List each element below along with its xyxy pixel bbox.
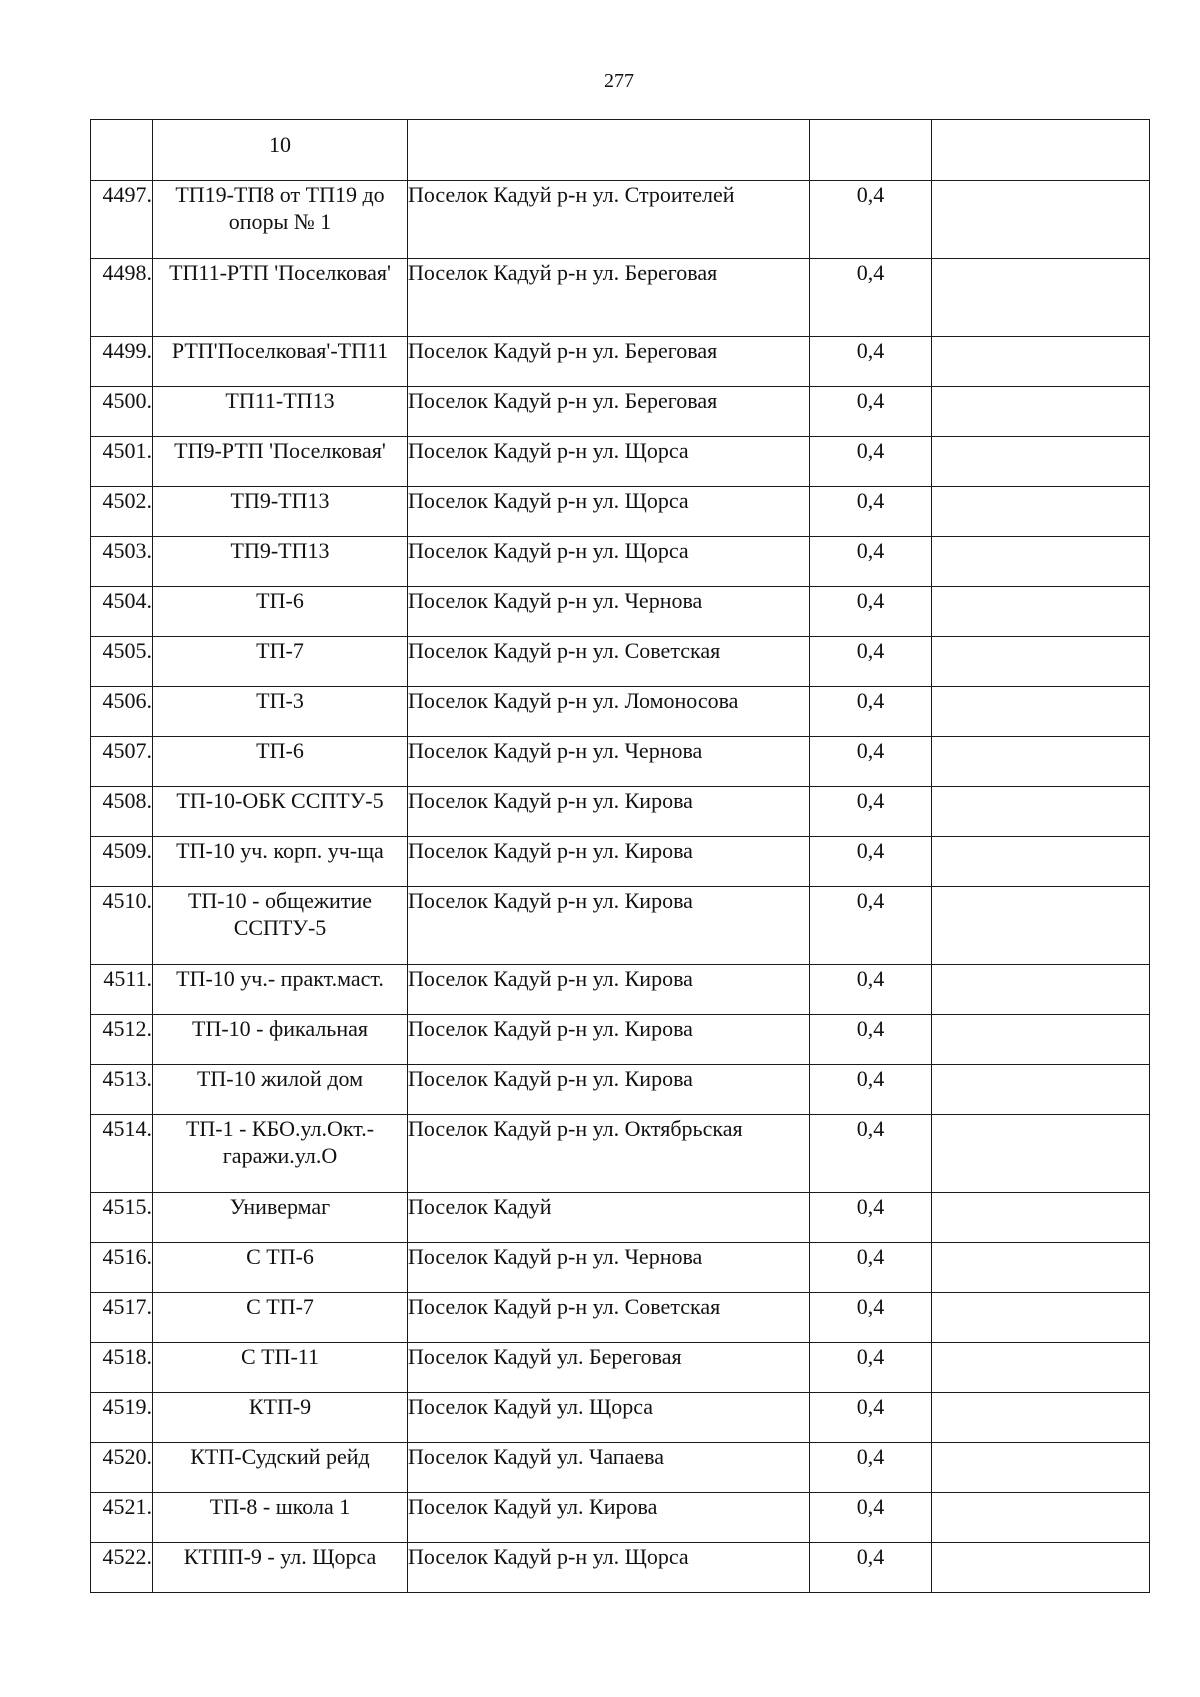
- table-row: [91, 787, 1150, 837]
- object-name-cell: ТП-6: [153, 737, 408, 787]
- object-name-cell: ТП9-ТП13: [153, 537, 408, 587]
- extra-cell: [932, 1393, 1150, 1443]
- object-name-cell: ТП-10-ОБК ССПТУ-5: [153, 787, 408, 837]
- table-row: [91, 259, 1150, 337]
- extra-cell: [932, 1443, 1150, 1493]
- voltage-cell: 0,4: [810, 1293, 932, 1343]
- object-name-cell: ТП-10 - фикальная: [153, 1015, 408, 1065]
- voltage-cell: 0,4: [810, 1065, 932, 1115]
- address-cell: Поселок Кадуй р-н ул. Чернова: [408, 587, 810, 637]
- extra-cell: [932, 965, 1150, 1015]
- object-name-cell: ТП-3: [153, 687, 408, 737]
- extra-cell: [932, 1493, 1150, 1543]
- table-row: [91, 1393, 1150, 1443]
- address-cell: Поселок Кадуй ул. Щорса: [408, 1393, 810, 1443]
- object-name-cell: ТП11-ТП13: [153, 387, 408, 437]
- row-number-cell: 4500.: [91, 387, 153, 437]
- address-cell: Поселок Кадуй р-н ул. Октябрьская: [408, 1115, 810, 1193]
- address-cell: Поселок Кадуй: [408, 1193, 810, 1243]
- voltage-cell: 0,4: [810, 1193, 932, 1243]
- object-name-cell: ТП9-ТП13: [153, 487, 408, 537]
- voltage-cell: 0,4: [810, 387, 932, 437]
- object-name-cell: ТП-6: [153, 587, 408, 637]
- object-name-cell: ТП-1 - КБО.ул.Окт.-гаражи.ул.О: [153, 1115, 408, 1193]
- extra-cell: [932, 537, 1150, 587]
- row-number-cell: 4503.: [91, 537, 153, 587]
- address-cell: Поселок Кадуй р-н ул. Кирова: [408, 887, 810, 965]
- row-number-cell: 4522.: [91, 1543, 153, 1593]
- address-cell: Поселок Кадуй р-н ул. Чернова: [408, 737, 810, 787]
- object-name-cell: ТП9-РТП 'Поселковая': [153, 437, 408, 487]
- voltage-cell: 0,4: [810, 337, 932, 387]
- row-number-cell: 4507.: [91, 737, 153, 787]
- object-name-cell: ТП11-РТП 'Поселковая': [153, 259, 408, 337]
- row-number-cell: 4502.: [91, 487, 153, 537]
- row-number-cell: 4519.: [91, 1393, 153, 1443]
- address-cell: Поселок Кадуй р-н ул. Кирова: [408, 1015, 810, 1065]
- table-row: [91, 887, 1150, 965]
- row-number-cell: 4513.: [91, 1065, 153, 1115]
- object-name-cell: ТП-10 жилой дом: [153, 1065, 408, 1115]
- voltage-cell: 0,4: [810, 787, 932, 837]
- row-number-cell: 4499.: [91, 337, 153, 387]
- table-row: [91, 687, 1150, 737]
- table-row: [91, 1243, 1150, 1293]
- extra-cell: [932, 1193, 1150, 1243]
- header-cell-extra: [932, 120, 1150, 181]
- row-number-cell: 4505.: [91, 637, 153, 687]
- row-number-cell: 4517.: [91, 1293, 153, 1343]
- address-cell: Поселок Кадуй р-н ул. Строителей: [408, 181, 810, 259]
- table-row: [91, 537, 1150, 587]
- extra-cell: [932, 587, 1150, 637]
- table-row: [91, 837, 1150, 887]
- extra-cell: [932, 1293, 1150, 1343]
- table-row: [91, 737, 1150, 787]
- table-row: [91, 1493, 1150, 1543]
- table-row: [91, 1293, 1150, 1343]
- object-name-cell: ТП-10 уч. корп. уч-ща: [153, 837, 408, 887]
- table-row: [91, 1193, 1150, 1243]
- address-cell: Поселок Кадуй р-н ул. Советская: [408, 637, 810, 687]
- row-number-cell: 4518.: [91, 1343, 153, 1393]
- row-number-cell: 4501.: [91, 437, 153, 487]
- extra-cell: [932, 887, 1150, 965]
- extra-cell: [932, 487, 1150, 537]
- table-row: [91, 1543, 1150, 1593]
- object-name-cell: С ТП-7: [153, 1293, 408, 1343]
- extra-cell: [932, 387, 1150, 437]
- object-name-cell: С ТП-11: [153, 1343, 408, 1393]
- voltage-cell: 0,4: [810, 1243, 932, 1293]
- extra-cell: [932, 181, 1150, 259]
- address-cell: Поселок Кадуй р-н ул. Береговая: [408, 337, 810, 387]
- extra-cell: [932, 1115, 1150, 1193]
- address-cell: Поселок Кадуй р-н ул. Береговая: [408, 387, 810, 437]
- row-number-cell: 4520.: [91, 1443, 153, 1493]
- object-name-cell: КТПП-9 - ул. Щорса: [153, 1543, 408, 1593]
- extra-cell: [932, 787, 1150, 837]
- object-name-cell: КТП-9: [153, 1393, 408, 1443]
- object-name-cell: ТП19-ТП8 от ТП19 до опоры № 1: [153, 181, 408, 259]
- extra-cell: [932, 259, 1150, 337]
- table-row: [91, 1015, 1150, 1065]
- voltage-cell: 0,4: [810, 1343, 932, 1393]
- extra-cell: [932, 437, 1150, 487]
- address-cell: Поселок Кадуй ул. Кирова: [408, 1493, 810, 1543]
- address-cell: Поселок Кадуй р-н ул. Щорса: [408, 487, 810, 537]
- address-cell: Поселок Кадуй р-н ул. Советская: [408, 1293, 810, 1343]
- voltage-cell: 0,4: [810, 1493, 932, 1543]
- row-number-cell: 4509.: [91, 837, 153, 887]
- voltage-cell: 0,4: [810, 487, 932, 537]
- row-number-cell: 4514.: [91, 1115, 153, 1193]
- row-number-cell: 4506.: [91, 687, 153, 737]
- address-cell: Поселок Кадуй ул. Чапаева: [408, 1443, 810, 1493]
- row-number-cell: 4508.: [91, 787, 153, 837]
- row-number-cell: 4510.: [91, 887, 153, 965]
- voltage-cell: 0,4: [810, 965, 932, 1015]
- voltage-cell: 0,4: [810, 181, 932, 259]
- address-cell: Поселок Кадуй ул. Береговая: [408, 1343, 810, 1393]
- voltage-cell: 0,4: [810, 737, 932, 787]
- extra-cell: [932, 1243, 1150, 1293]
- header-cell-voltage: [810, 120, 932, 181]
- row-number-cell: 4504.: [91, 587, 153, 637]
- table-row: [91, 337, 1150, 387]
- extra-cell: [932, 687, 1150, 737]
- table-row: [91, 637, 1150, 687]
- object-name-cell: ТП-7: [153, 637, 408, 687]
- object-name-cell: ТП-10 уч.- практ.маст.: [153, 965, 408, 1015]
- row-number-cell: 4497.: [91, 181, 153, 259]
- voltage-cell: 0,4: [810, 637, 932, 687]
- object-name-cell: Универмаг: [153, 1193, 408, 1243]
- object-name-cell: ТП-10 - общежитие ССПТУ-5: [153, 887, 408, 965]
- address-cell: Поселок Кадуй р-н ул. Щорса: [408, 1543, 810, 1593]
- table-row: [91, 437, 1150, 487]
- object-name-cell: ТП-8 - школа 1: [153, 1493, 408, 1543]
- address-cell: Поселок Кадуй р-н ул. Чернова: [408, 1243, 810, 1293]
- object-name-cell: РТП'Поселковая'-ТП11: [153, 337, 408, 387]
- extra-cell: [932, 1343, 1150, 1393]
- voltage-cell: 0,4: [810, 1115, 932, 1193]
- table-row: [91, 1065, 1150, 1115]
- header-row: [91, 120, 1150, 181]
- table-row: [91, 965, 1150, 1015]
- address-cell: Поселок Кадуй р-н ул. Ломоносова: [408, 687, 810, 737]
- address-cell: Поселок Кадуй р-н ул. Щорса: [408, 537, 810, 587]
- extra-cell: [932, 1015, 1150, 1065]
- extra-cell: [932, 337, 1150, 387]
- row-number-cell: 4521.: [91, 1493, 153, 1543]
- voltage-cell: 0,4: [810, 1443, 932, 1493]
- object-name-cell: С ТП-6: [153, 1243, 408, 1293]
- address-cell: Поселок Кадуй р-н ул. Кирова: [408, 1065, 810, 1115]
- table-row: [91, 387, 1150, 437]
- voltage-cell: 0,4: [810, 259, 932, 337]
- row-number-cell: 4512.: [91, 1015, 153, 1065]
- voltage-cell: 0,4: [810, 1543, 932, 1593]
- address-cell: Поселок Кадуй р-н ул. Береговая: [408, 259, 810, 337]
- row-number-cell: 4516.: [91, 1243, 153, 1293]
- voltage-cell: 0,4: [810, 837, 932, 887]
- row-number-cell: 4498.: [91, 259, 153, 337]
- header-cell-address: [408, 120, 810, 181]
- row-number-cell: 4515.: [91, 1193, 153, 1243]
- voltage-cell: 0,4: [810, 687, 932, 737]
- registry-table: [90, 119, 1150, 1593]
- extra-cell: [932, 1065, 1150, 1115]
- header-cell-num: [91, 120, 153, 181]
- table-body: [91, 120, 1150, 1593]
- address-cell: Поселок Кадуй р-н ул. Кирова: [408, 965, 810, 1015]
- table-row: [91, 487, 1150, 537]
- voltage-cell: 0,4: [810, 587, 932, 637]
- voltage-cell: 0,4: [810, 437, 932, 487]
- table-row: [91, 1443, 1150, 1493]
- address-cell: Поселок Кадуй р-н ул. Щорса: [408, 437, 810, 487]
- extra-cell: [932, 1543, 1150, 1593]
- row-number-cell: 4511.: [91, 965, 153, 1015]
- address-cell: Поселок Кадуй р-н ул. Кирова: [408, 837, 810, 887]
- header-cell-name: 10: [153, 120, 408, 181]
- page-number: 277: [604, 70, 634, 92]
- table-row: [91, 1343, 1150, 1393]
- voltage-cell: 0,4: [810, 1015, 932, 1065]
- voltage-cell: 0,4: [810, 537, 932, 587]
- table-row: [91, 587, 1150, 637]
- voltage-cell: 0,4: [810, 1393, 932, 1443]
- extra-cell: [932, 737, 1150, 787]
- extra-cell: [932, 637, 1150, 687]
- voltage-cell: 0,4: [810, 887, 932, 965]
- table-row: [91, 1115, 1150, 1193]
- object-name-cell: КТП-Судский рейд: [153, 1443, 408, 1493]
- address-cell: Поселок Кадуй р-н ул. Кирова: [408, 787, 810, 837]
- extra-cell: [932, 837, 1150, 887]
- table-row: [91, 181, 1150, 259]
